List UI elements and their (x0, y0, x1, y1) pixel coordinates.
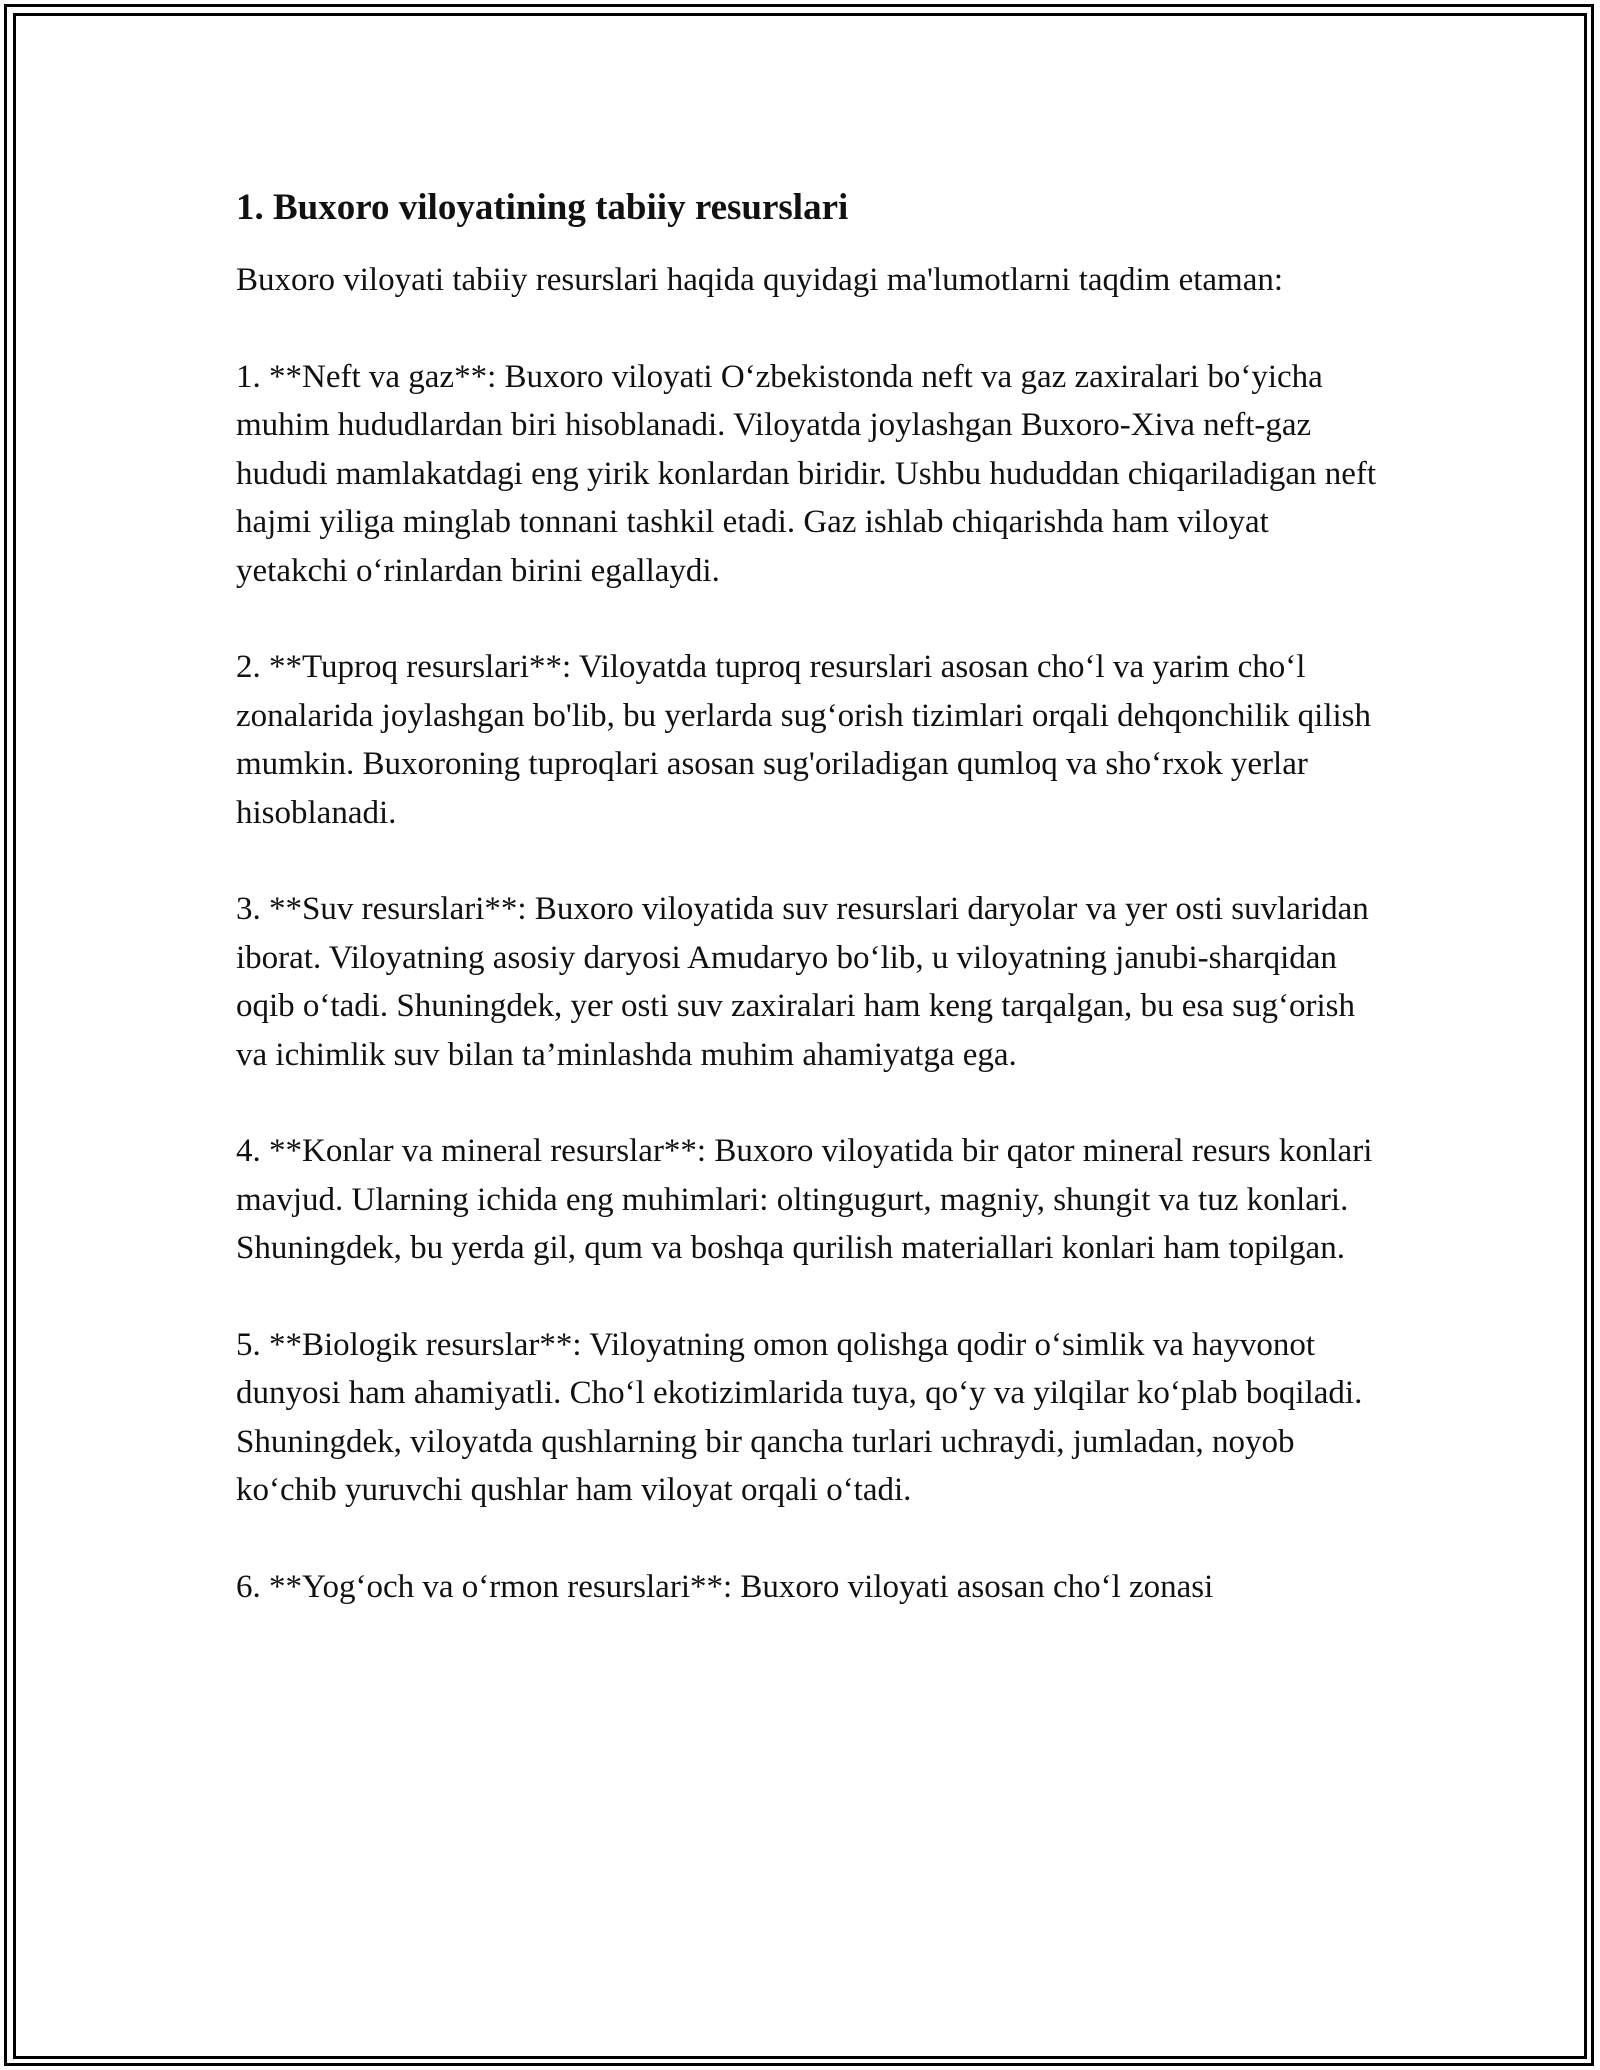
document-page (236, 184, 1386, 1659)
resource-item-konlar: 4. **Konlar va mineral resurslar**: Buxoro viloyatida bir qator mineral resurs konlari mavjud. Ularning ichida eng muhimlari: oltingugurt, magniy, shungit va tuz konlari. Shuningdek, bu yerda gil, qum va boshqa qurilish materiallari konlari ham topilgan. (236, 1133, 1373, 1266)
resource-item-yogoch: 6. **Yog‘och va o‘rmon resurslari**: Buxoro viloyati asosan cho‘l zonasi (236, 1568, 1214, 1605)
resource-item-biologik: 5. **Biologik resurslar**: Viloyatning omon qolishga qodir o‘simlik va hayvonot dunyosi ham ahamiyatli. Cho‘l ekotizimlarida tuya, qo‘y va yilqilar ko‘plab boqiladi. Shuningdek, viloyatda qushlarning bir qancha turlari uchraydi, jumladan, noyob ko‘chib yuruvchi qushlar ham viloyat orqali o‘tadi. (236, 1326, 1363, 1508)
resource-item-suv: 3. **Suv resurslari**: Buxoro viloyatida suv resurslari daryolar va yer osti suvlaridan iborat. Viloyatning asosiy daryosi Amudaryo bo‘lib, u viloyatning janubi-sharqidan oqib o‘tadi. Shuningdek, yer osti suv zaxiralari ham keng tarqalgan, bu esa sug‘orish va ichimlik suv bilan ta’minlashda muhim ahamiyatga ega. (236, 891, 1369, 1073)
intro-paragraph: Buxoro viloyati tabiiy resurslari haqida quyidagi ma'lumotlarni taqdim etaman: (236, 262, 1284, 298)
resource-item-neft-gaz: 1. **Neft va gaz**: Buxoro viloyati O‘zbekistonda neft va gaz zaxiralari bo‘yicha muhim hududlardan biri hisoblanadi. Viloyatda joylashgan Buxoro-Xiva neft-gaz hududi mamlakatdagi eng yirik konlardan biridir. Ushbu hududdan chiqariladigan neft hajmi yiliga minglab tonnani tashkil etadi. Gaz ishlab chiqarishda ham viloyat yetakchi o‘rinlardan birini egallaydi. (236, 358, 1377, 589)
document-title: 1. Buxoro viloyatining tabiiy resurslari (236, 187, 849, 228)
resource-item-tuproq: 2. **Tuproq resurslari**: Viloyatda tuproq resurslari asosan cho‘l va yarim cho‘l zonalarida joylashgan bo'lib, bu yerlarda sug‘orish tizimlari orqali dehqonchilik qilish mumkin. Buxoroning tuproqlari asosan sug'oriladigan qumloq va sho‘rxok yerlar hisoblanadi. (236, 649, 1372, 831)
